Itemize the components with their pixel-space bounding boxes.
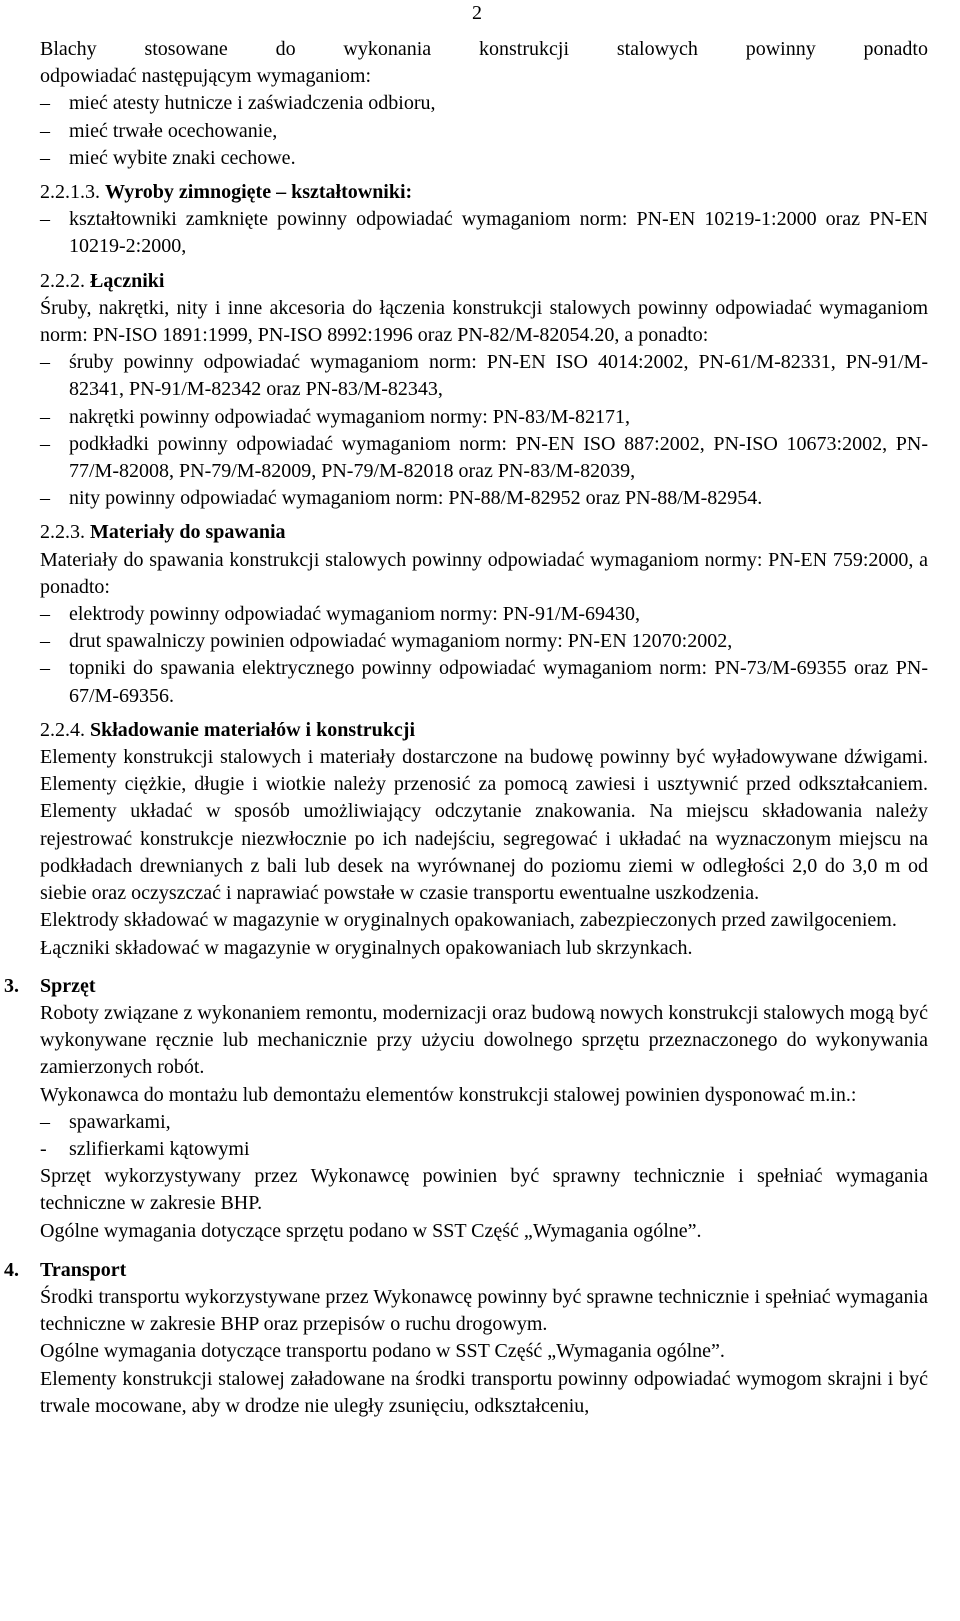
list-item: – mieć trwałe ocechowanie,: [40, 118, 928, 145]
list-item: – śruby powinny odpowiadać wymaganiom norm: PN-EN ISO 4014:2002, PN-61/M-82331, PN-91/M-82341, PN-91/M-82342 oraz PN-83/M-82343,: [40, 351, 928, 401]
paragraph: Roboty związane z wykonaniem remontu, modernizacji oraz budową nowych konstrukcji stalowych mogą być wykonywane ręcznie lub mechanicznie przy użyciu dowolnego sprzętu przeznaczonego do wykonywania zamierzonych robót.: [40, 1001, 928, 1079]
list-item: – mieć wybite znaki cechowe.: [40, 145, 928, 172]
paragraph: Elementy konstrukcji stalowych i materiały dostarczone na budowę powinny być wyładowywane dźwigami. Elementy ciężkie, długie i wiotkie należy przenosić za pomocą zawiesi i usztywnić przed odkształcaniem. Elementy układać w sposób umożliwiający odczytanie znakowania. Na miejscu składowania należy rejestrować konstrukcje niezwłocznie po ich nadejściu, segregować i układać na wyznaczonym miejscu na podkładach drewnianych z bali lub desek na wyrównanej do poziomu ziemi w odległości 2,0 do 3,0 m od siebie oraz oczyszczać i naprawiać powstałe w czasie transportu ewentualne uszkodzenia.: [40, 746, 928, 905]
dash-bullet: –: [40, 119, 50, 142]
paragraph: Sprzęt wykorzystywany przez Wykonawcę powinien być sprawny technicznie i spełniać wymagania techniczne w zakresie BHP.: [40, 1165, 928, 1215]
list-item: – drut spawalniczy powinien odpowiadać wymaganiom normy: PN-EN 12070:2002,: [40, 628, 928, 655]
heading-2-2-2: 2.2.2. Łączniki: [40, 269, 165, 292]
list-item: – nity powinny odpowiadać wymaganiom norm: PN-88/M-82952 oraz PN-88/M-82954.: [40, 485, 928, 512]
intro-line-1: Blachy stosowane do wykonania konstrukcji stalowych powinny ponadto: [40, 38, 928, 60]
list-item: - szlifierkami kątowymi: [40, 1136, 928, 1163]
hyphen-bullet: -: [40, 1137, 47, 1160]
dash-bullet: –: [40, 630, 50, 653]
dash-bullet: –: [40, 405, 50, 428]
dash-bullet: –: [40, 657, 50, 680]
paragraph: Elektrody składować w magazynie w oryginalnych opakowaniach, zabezpieczonych przed zawilgoceniem.: [40, 909, 897, 932]
list-item: – spawarkami,: [40, 1109, 928, 1136]
list-item: – topniki do spawania elektrycznego powinny odpowiadać wymaganiom norm: PN-73/M-69355 oraz PN-67/M-69356.: [40, 657, 928, 707]
section-3: [4, 973, 928, 1245]
dash-bullet: –: [40, 146, 50, 169]
section-number: 4.: [4, 1258, 19, 1281]
section-4: [4, 1257, 928, 1420]
list-item: – kształtowniki zamknięte powinny odpowiadać wymaganiom norm: PN-EN 10219-1:2000 oraz PN-EN 10219-2:2000,: [40, 208, 928, 258]
list-item: – elektrody powinny odpowiadać wymaganiom normy: PN-91/M-69430,: [40, 601, 928, 628]
page-number: 2: [472, 2, 482, 24]
dash-bullet: –: [40, 487, 50, 510]
section-title: Sprzęt: [40, 974, 96, 997]
dash-bullet: –: [40, 432, 50, 455]
paragraph: Środki transportu wykorzystywane przez Wykonawcę powinny być sprawne technicznie i spełniać wymagania techniczne w zakresie BHP oraz przepisów o ruchu drogowym.: [40, 1285, 928, 1336]
paragraph: Materiały do spawania konstrukcji stalowych powinny odpowiadać wymaganiom normy: PN-EN 759:2000, a ponadto:: [40, 548, 928, 598]
dash-bullet: –: [40, 351, 50, 374]
section-number: 3.: [4, 974, 19, 997]
list-item: – mieć atesty hutnicze i zaświadczenia odbioru,: [40, 90, 928, 117]
intro-line-2: odpowiadać następującym wymaganiom:: [40, 65, 372, 88]
paragraph: Ogólne wymagania dotyczące sprzętu podano w SST Część „Wymagania ogólne”.: [40, 1219, 702, 1242]
heading-2-2-1-3: 2.2.1.3. Wyroby zimnogięte – kształtowniki:: [40, 181, 413, 204]
dash-bullet: –: [40, 1110, 50, 1133]
list-item: – podkładki powinny odpowiadać wymaganiom norm: PN-EN ISO 887:2002, PN-ISO 10673:2002, PN-77/M-82008, PN-79/M-82009, PN-79/M-82018 oraz PN-83/M-82039,: [40, 432, 928, 483]
dash-bullet: –: [40, 603, 50, 626]
dash-bullet: –: [40, 92, 50, 115]
dash-bullet: –: [40, 208, 50, 231]
section-title: Transport: [40, 1258, 127, 1281]
document-body: [4, 36, 928, 1420]
list-item: – nakrętki powinny odpowiadać wymaganiom normy: PN-83/M-82171,: [40, 404, 928, 431]
heading-2-2-3: 2.2.3. Materiały do spawania: [40, 521, 286, 544]
heading-2-2-4: 2.2.4. Składowanie materiałów i konstrukcji: [40, 718, 416, 741]
paragraph: Śruby, nakrętki, nity i inne akcesoria do łączenia konstrukcji stalowych powinny odpowiadać wymaganiom norm: PN-ISO 1891:1999, PN-ISO 8992:1996 oraz PN-82/M-82054.20, a ponadto:: [40, 296, 928, 347]
paragraph: Ogólne wymagania dotyczące transportu podano w SST Część „Wymagania ogólne”.: [40, 1340, 725, 1363]
paragraph: Elementy konstrukcji stalowej załadowane na środki transportu powinny odpowiadać wymogom skrajni i być trwale mocowane, aby w drodze nie uległy zsunięciu, odkształceniu,: [40, 1367, 928, 1417]
paragraph: Wykonawca do montażu lub demontażu elementów konstrukcji stalowej powinien dysponować m.in.:: [40, 1083, 857, 1106]
paragraph: Łączniki składować w magazynie w oryginalnych opakowaniach lub skrzynkach.: [40, 936, 693, 959]
